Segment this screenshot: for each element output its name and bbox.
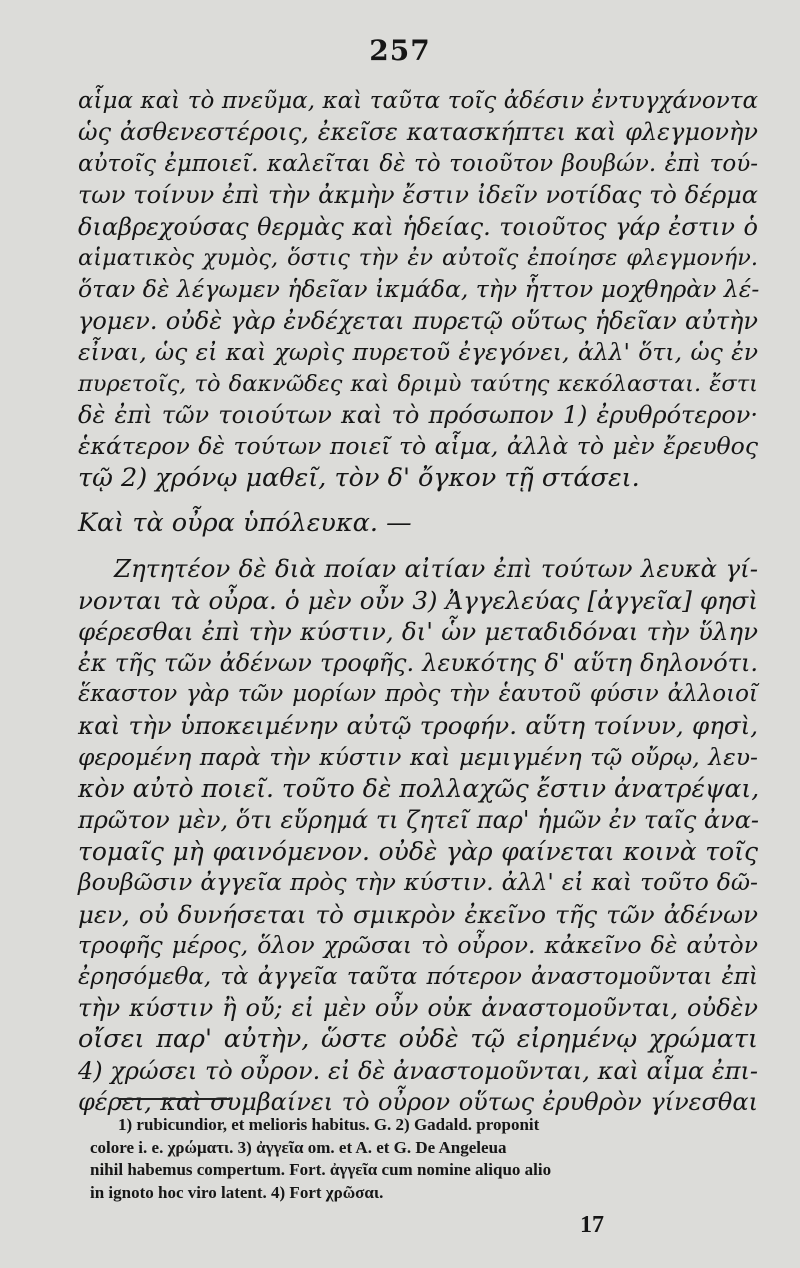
text-line: τροφῆς μέρος, ὅλον χρῶσαι τὸ οὖρον. κἀκεῖνο δὲ αὐτὸν: [78, 931, 758, 960]
main-text: [78, 86, 758, 1119]
text-line: τομαῖς μὴ φαινόμενον. οὐδὲ γὰρ φαίνεται κοινὰ τοῖς: [78, 836, 758, 866]
text-line: φερομένη παρὰ τὴν κύστιν καὶ μεμιγμένη τῷ οὔρῳ, λευ-: [78, 742, 758, 771]
text-line: διαβρεχούσας θερμὰς καὶ ἡδείας. τοιοῦτος γάρ ἐστιν ὁ: [78, 212, 758, 241]
text-line: ὅταν δὲ λέγωμεν ἡδεῖαν ἰκμάδα, τὴν ἧττον μοχθηρὰν λέ-: [78, 275, 760, 304]
text-line: γομεν. οὐδὲ γὰρ ἐνδέχεται πυρετῷ οὕτως ἡδεῖαν αὐτὴν: [78, 306, 758, 335]
text-line: ἐρησόμεθα, τὰ ἀγγεῖα ταῦτα πότερον ἀναστομοῦνται ἐπὶ: [78, 963, 758, 990]
text-line: νονται τὰ οὖρα. ὁ μὲν οὖν 3) Ἀγγελεύας [ἀγγεῖα] φησὶ: [78, 585, 758, 615]
footnote-line: nihil habemus compertum. Fort. ἀγγεῖα cum nomine aliquo alio: [90, 1160, 552, 1180]
text-line: εἶναι, ὡς εἰ καὶ χωρὶς πυρετοῦ ἐγεγόνει, ἀλλ' ὅτι, ὡς ἐν: [78, 338, 758, 367]
footnote-divider: [118, 1098, 230, 1100]
footnote-line: colore i. e. χρώματι. 3) ἀγγεῖα om. et A. et G. De Angeleua: [90, 1137, 507, 1157]
text-line: Ζητητέον δὲ διὰ ποίαν αἰτίαν ἐπὶ τούτων λευκὰ γί-: [114, 554, 758, 584]
text-line: καὶ τὴν ὑποκειμένην αὐτῷ τροφήν. αὕτη τοίνυν, φησὶ,: [78, 711, 758, 741]
text-line: 4) χρώσει τὸ οὖρον. εἰ δὲ ἀναστομοῦνται, καὶ αἷμα ἐπι-: [78, 1056, 758, 1085]
text-line: πρῶτον μὲν, ὅτι εὕρημά τι ζητεῖ παρ' ἡμῶν ἐν ταῖς ἀνα-: [78, 805, 760, 834]
text-line: τῷ 2) χρόνῳ μαθεῖ, τὸν δ' ὄγκον τῇ στάσει.: [78, 462, 640, 493]
text-line: ὡς ἀσθενεστέροις, ἐκεῖσε κατασκήπτει καὶ φλεγμονὴν: [78, 118, 758, 147]
text-line: ἑκάτερον δὲ τούτων ποιεῖ τὸ αἷμα, ἀλλὰ τὸ μὲν ἔρευθος: [78, 432, 758, 461]
text-line: βουβῶσιν ἀγγεῖα πρὸς τὴν κύστιν. ἀλλ' εἰ καὶ τοῦτο δῶ-: [78, 868, 758, 897]
signature-mark: 17: [580, 1212, 604, 1238]
text-line: τὴν κύστιν ἢ οὔ; εἰ μὲν οὖν οὐκ ἀναστομοῦνται, οὐδὲν: [78, 993, 758, 1022]
text-line: ἐκ τῆς τῶν ἀδένων τροφῆς. λευκότης δ' αὕτη δηλονότι.: [78, 648, 758, 677]
text-line: οἴσει παρ' αὐτὴν, ὥστε οὐδὲ τῷ εἰρημένῳ χρώματι: [78, 1024, 758, 1055]
text-line: αὐτοῖς ἐμποιεῖ. καλεῖται δὲ τὸ τοιοῦτον βουβών. ἐπὶ τού-: [78, 150, 758, 177]
text-line: αἷμα καὶ τὸ πνεῦμα, καὶ ταῦτα τοῖς ἀδέσιν ἐντυγχάνοντα: [78, 88, 758, 114]
footnote-line: in ignoto hoc viro latent. 4) Fort χρῶσαι.: [90, 1182, 384, 1202]
text-line: δὲ ἐπὶ τῶν τοιούτων καὶ τὸ πρόσωπον 1) ἐρυθρότερον·: [78, 400, 758, 429]
footnote-line: 1) rubicundior, et melioris habitus. G. 2) Gadald. proponit: [118, 1115, 540, 1134]
text-line: αἱματικὸς χυμὸς, ὅστις τὴν ἐν αὐτοῖς ἐποίησε φλεγμονήν.: [78, 244, 758, 271]
text-line: φέρει, καὶ συμβαίνει τὸ οὖρον οὕτως ἐρυθρὸν γίνεσθαι: [78, 1088, 758, 1117]
text-line: ἕκαστον γὰρ τῶν μορίων πρὸς τὴν ἑαυτοῦ φύσιν ἀλλοιοῖ: [78, 681, 758, 708]
page-number: 257: [369, 34, 431, 67]
text-line: των τοίνυν ἐπὶ τὴν ἀκμὴν ἔστιν ἰδεῖν νοτίδας τὸ δέρμα: [78, 181, 758, 210]
text-line: κὸν αὐτὸ ποιεῖ. τοῦτο δὲ πολλαχῶς ἔστιν ἀνατρέψαι,: [78, 774, 760, 804]
footnotes: [90, 1114, 762, 1204]
text-line: φέρεσθαι ἐπὶ τὴν κύστιν, δι' ὧν μεταδιδόναι τὴν ὕλην: [78, 617, 758, 647]
text-line: μεν, οὐ δυνήσεται τὸ σμικρὸν ἐκεῖνο τῆς τῶν ἀδένων: [78, 899, 758, 929]
text-line: πυρετοῖς, τὸ δακνῶδες καὶ δριμὺ ταύτης κεκόλασται. ἔστι: [78, 370, 758, 397]
section-heading: Καὶ τὰ οὖρα ὑπόλευκα. —: [78, 508, 412, 539]
